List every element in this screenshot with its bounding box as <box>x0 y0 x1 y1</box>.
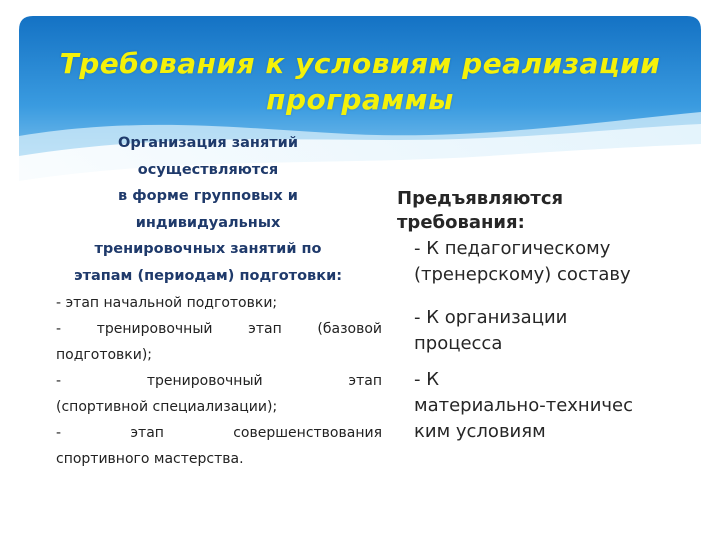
left-heading-line: индивидуальных <box>135 214 281 231</box>
requirement-line: ким условиям <box>414 421 546 442</box>
requirement-item <box>414 236 699 288</box>
stages-list <box>56 290 382 472</box>
requirement-line: - К организации <box>414 307 568 328</box>
list-line: спортивного мастерства. <box>56 451 244 467</box>
list-line: - тренировочный этап (базовой <box>56 321 382 337</box>
right-heading-line: требования: <box>397 212 525 233</box>
list-line: - этап совершенствования <box>56 425 382 441</box>
list-line: - этап начальной подготовки; <box>56 295 278 311</box>
left-heading-line: этапам (периодам) подготовки: <box>73 267 343 284</box>
list-line: подготовки); <box>56 347 153 363</box>
slide-title: Требования к условиям реализации программы <box>59 47 661 116</box>
left-heading-line: осуществляются <box>137 161 279 178</box>
requirement-line: - К <box>414 369 439 390</box>
left-heading-line: тренировочных занятий по <box>94 241 322 257</box>
left-heading-line: в форме групповых и <box>118 188 298 204</box>
right-heading <box>397 187 697 235</box>
list-line: - тренировочный этап <box>56 373 382 389</box>
left-heading-line: Организация занятий <box>118 135 298 151</box>
requirement-line: - К педагогическому <box>414 238 611 259</box>
requirement-line: материально-техничес <box>414 395 633 416</box>
requirement-item <box>414 305 699 357</box>
list-line: (спортивной специализации); <box>56 399 278 415</box>
right-heading-line: Предъявляются <box>397 188 564 209</box>
requirement-item <box>414 367 699 445</box>
left-heading <box>36 130 380 289</box>
requirement-line: (тренерскому) составу <box>414 264 631 285</box>
requirement-line: процесса <box>414 333 503 354</box>
